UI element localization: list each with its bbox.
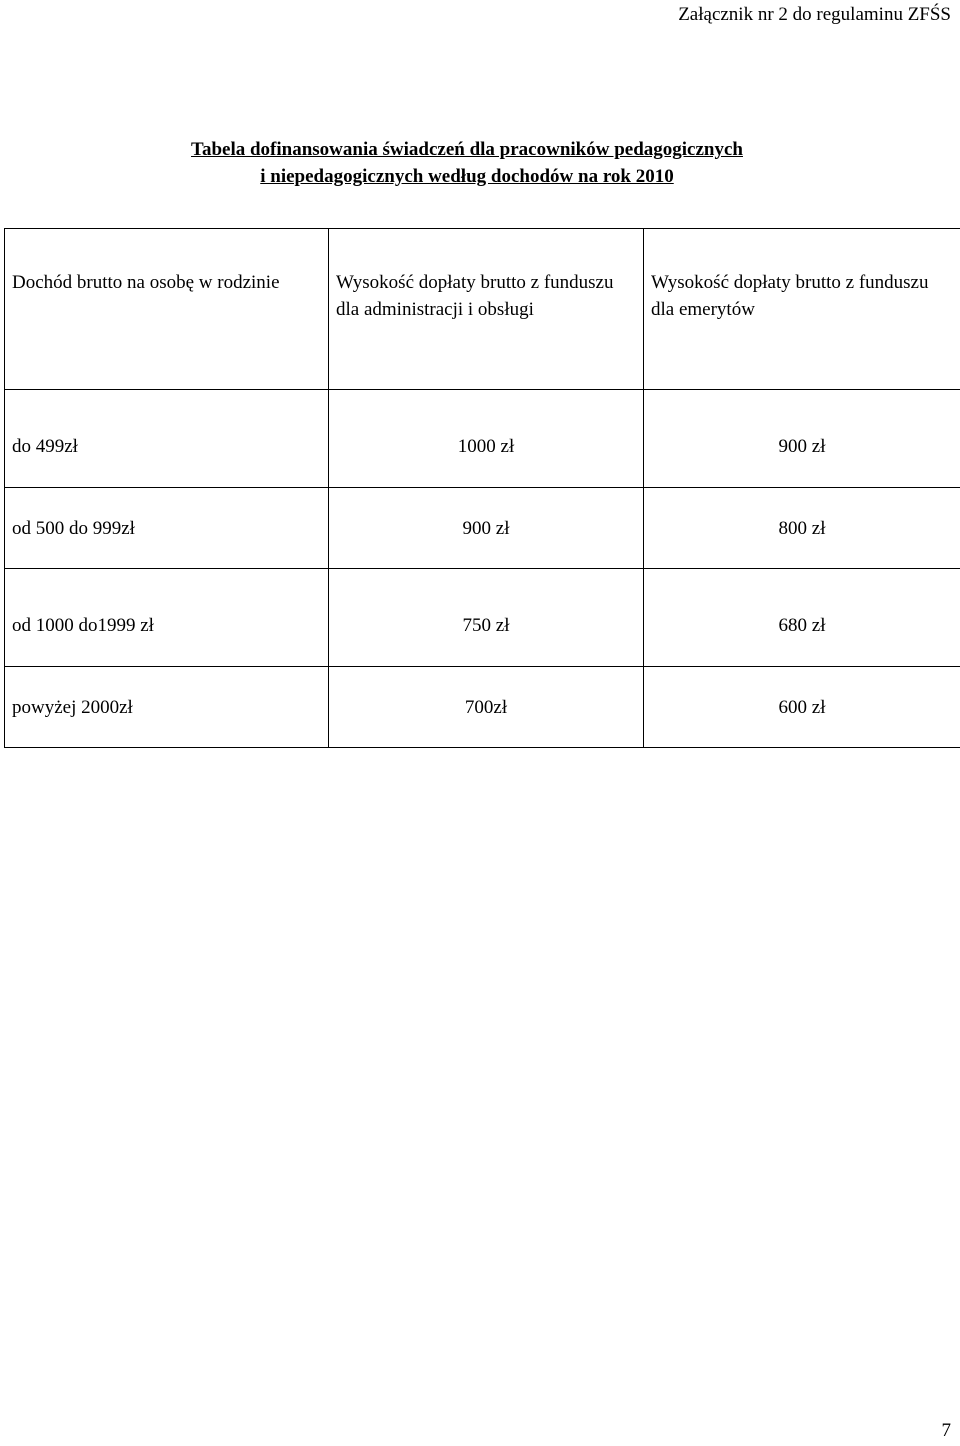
title-line-1: Tabela dofinansowania świadczeń dla pracowników pedagogicznych [191, 139, 743, 160]
retirees-amount-cell: 680 zł [644, 569, 960, 667]
table-row [5, 488, 960, 569]
retirees-amount-cell: 900 zł [644, 390, 960, 488]
income-cell: od 1000 do1999 zł [5, 569, 329, 667]
title-line-2: i niepedagogicznych według dochodów na rok 2010 [260, 166, 674, 187]
table-header-row [5, 229, 960, 390]
admin-amount-cell: 750 zł [329, 569, 644, 667]
admin-amount-cell: 700zł [329, 667, 644, 748]
table-row [5, 390, 960, 488]
income-cell: od 500 do 999zł [5, 488, 329, 569]
header-retirees-subsidy: Wysokość dopłaty brutto z funduszu dla emerytów [644, 229, 960, 390]
retirees-amount-cell: 800 zł [644, 488, 960, 569]
header-admin-subsidy: Wysokość dopłaty brutto z funduszu dla administracji i obsługi [329, 229, 644, 390]
table-row [5, 569, 960, 667]
page-number: 7 [941, 1420, 951, 1441]
admin-amount-cell: 1000 zł [329, 390, 644, 488]
admin-amount-cell: 900 zł [329, 488, 644, 569]
document-title [0, 136, 934, 190]
subsidy-table [4, 228, 960, 748]
header-income: Dochód brutto na osobę w rodzinie [5, 229, 329, 390]
retirees-amount-cell: 600 zł [644, 667, 960, 748]
income-cell: powyżej 2000zł [5, 667, 329, 748]
attachment-note: Załącznik nr 2 do regulaminu ZFŚS [678, 4, 951, 25]
income-cell: do 499zł [5, 390, 329, 488]
table-row [5, 667, 960, 748]
